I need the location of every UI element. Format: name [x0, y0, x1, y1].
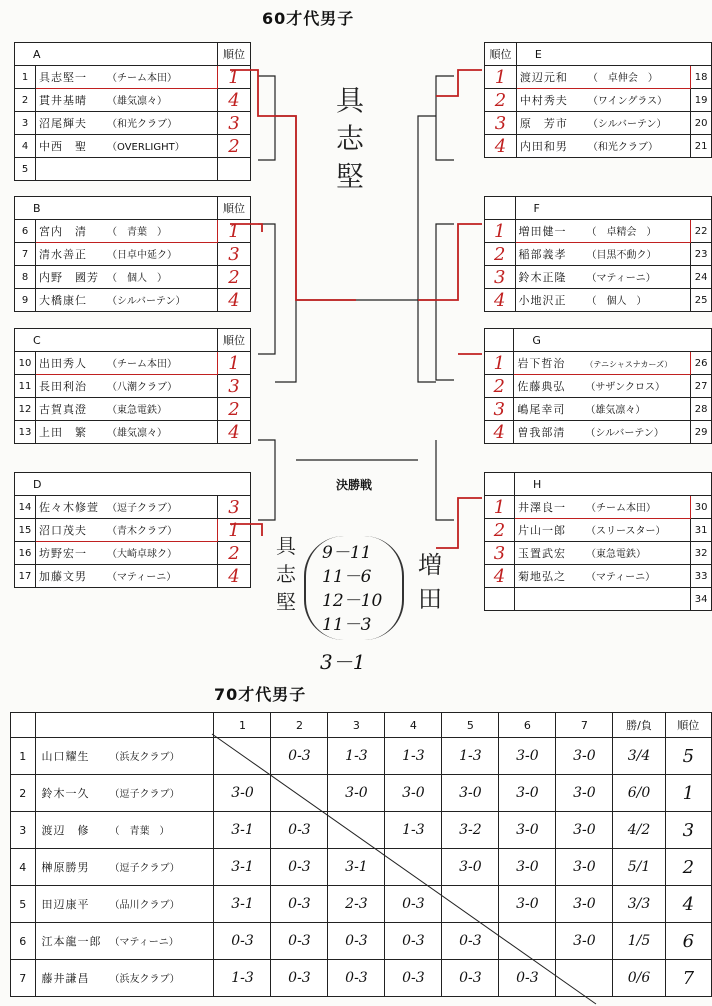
player-club: （浜友クラブ）	[109, 752, 180, 763]
handwritten-final-opponent: 増田	[418, 551, 442, 613]
player-club: （浜友クラブ）	[109, 974, 180, 985]
player-name: 片山一郎	[517, 524, 566, 537]
player-club: （ワイングラス）	[587, 96, 668, 107]
player-name: 玉置武宏	[517, 547, 566, 560]
player-club: （テニシャスナカーズ）	[585, 360, 673, 369]
score-cell: 3-0	[328, 775, 385, 812]
score-cell: 1-3	[214, 960, 271, 997]
player-name: 岩下哲治	[517, 357, 566, 370]
player-rank: 2	[218, 135, 251, 158]
player-name: 内田和男	[519, 140, 568, 153]
player-no: 17	[15, 565, 36, 588]
player-club: （チーム本田）	[107, 359, 177, 370]
player-name: 沼口茂夫	[39, 524, 87, 537]
score-cell: 1-3	[442, 738, 499, 775]
player-club: （OVERLIGHT）	[107, 142, 185, 153]
player-name: 坊野宏一	[39, 547, 87, 560]
player-no: 5	[15, 158, 36, 181]
player-no: 32	[691, 542, 712, 565]
column-header: 7	[556, 713, 613, 738]
rank-header: 順位	[218, 329, 251, 352]
group-label: G	[514, 329, 712, 352]
score-cell: 1-3	[385, 738, 442, 775]
player-name: 曽我部清	[517, 426, 566, 439]
score-cell: 3-0	[499, 738, 556, 775]
player-no: 2	[15, 89, 36, 112]
player-no: 9	[15, 289, 36, 312]
player-rank: 4	[218, 565, 251, 588]
player-rank: 4	[218, 289, 251, 312]
player-club: （ 個人 ）	[586, 296, 647, 307]
group-label: A	[15, 43, 218, 66]
column-header: 2	[271, 713, 328, 738]
win-loss: 3/3	[613, 886, 665, 923]
win-loss: 5/1	[613, 849, 665, 886]
player-no: 12	[15, 398, 36, 421]
win-loss: 4/2	[613, 812, 665, 849]
final-score: 11－3	[322, 615, 372, 635]
column-header: 順位	[665, 713, 711, 738]
player-name: 加藤文男	[39, 570, 87, 583]
player-name: 佐々木修萱	[39, 501, 99, 514]
player-rank: 3	[485, 266, 516, 289]
win-loss: 0/6	[613, 960, 665, 997]
group-label: C	[15, 329, 218, 352]
player-name: 菊地弘之	[517, 570, 566, 583]
player-club: （目黒不動ク）	[586, 250, 657, 261]
player-club: （大崎卓球ク）	[107, 549, 177, 560]
player-no: 21	[691, 135, 712, 158]
score-cell: 1-3	[328, 738, 385, 775]
player-club: （東急電鉄）	[107, 405, 167, 416]
win-loss: 3/4	[613, 738, 665, 775]
player-name: 増田健一	[518, 225, 567, 238]
player-rank: 2	[485, 243, 516, 266]
score-cell: 0-3	[385, 923, 442, 960]
score-cell: 0-3	[442, 923, 499, 960]
score-cell: 3-0	[442, 849, 499, 886]
player-no: 27	[691, 375, 712, 398]
final-score: 9－11	[322, 543, 372, 563]
score-cell: 2-3	[328, 886, 385, 923]
score-cell: 3-0	[499, 812, 556, 849]
player-rank: 3	[485, 112, 517, 135]
player-club: （シルバーテン）	[585, 428, 664, 439]
player-no: 26	[691, 352, 712, 375]
column-header: 勝/負	[613, 713, 665, 738]
column-header: 4	[385, 713, 442, 738]
player-rank: 1	[218, 352, 251, 375]
player-name: 嶋尾幸司	[517, 403, 566, 416]
player-rank: 4	[485, 565, 515, 588]
final-label: 決勝戦	[336, 478, 373, 492]
player-club: （マティーニ）	[109, 937, 179, 948]
player-no: 31	[691, 519, 712, 542]
player-club: （チーム本田）	[585, 503, 656, 514]
score-cell: 1-3	[385, 812, 442, 849]
row-no: 2	[11, 775, 36, 812]
player-rank: 1	[218, 519, 251, 542]
player-name: 内野 國芳	[39, 271, 99, 284]
player-no: 16	[15, 542, 36, 565]
player-rank: 1	[218, 66, 251, 89]
player-no: 22	[691, 220, 712, 243]
score-cell: 0-3	[328, 923, 385, 960]
group-label: F	[515, 197, 711, 220]
player-club: （日卓中延ク）	[107, 250, 177, 261]
player-name: 中西 聖	[39, 140, 87, 153]
handwritten-winner-vertical: 具志堅	[336, 84, 365, 193]
player-club: （ 卓精会 ）	[586, 227, 657, 238]
player-name: 原 芳市	[519, 117, 568, 130]
column-header: 6	[499, 713, 556, 738]
player-name: 山口耀生	[41, 750, 90, 763]
player-name: 稲部義孝	[518, 248, 567, 261]
player-rank: 4	[485, 421, 514, 444]
player-rank: 1	[485, 496, 515, 519]
player-no: 30	[691, 496, 712, 519]
column-header: 5	[442, 713, 499, 738]
player-club: （ 個人 ）	[107, 273, 167, 284]
player-name: 長田利治	[39, 380, 87, 393]
player-rank: 3	[485, 398, 514, 421]
player-name: 中村秀夫	[519, 94, 568, 107]
score-cell: 3-0	[499, 849, 556, 886]
score-cell: 3-0	[556, 923, 613, 960]
score-cell: 3-0	[442, 775, 499, 812]
score-cell: 0-3	[499, 960, 556, 997]
player-name: 渡辺元和	[519, 71, 568, 84]
player-club: （スリースター）	[585, 526, 666, 537]
player-name: 沼尾輝夫	[39, 117, 87, 130]
player-rank: 1	[485, 66, 517, 89]
player-rank: 3	[485, 542, 515, 565]
win-loss: 1/5	[613, 923, 665, 960]
player-club: （雄気凛々）	[107, 428, 167, 439]
player-club: （逗子クラブ）	[109, 789, 180, 800]
rank-cell: 7	[665, 960, 711, 997]
rank-cell: 3	[665, 812, 711, 849]
player-rank: 4	[485, 135, 517, 158]
player-club: （シルバーテン）	[107, 296, 186, 307]
group-label: B	[15, 197, 218, 220]
column-header: 1	[214, 713, 271, 738]
score-cell: 0-3	[271, 886, 328, 923]
player-rank: 4	[218, 421, 251, 444]
row-no: 5	[11, 886, 36, 923]
final-score: 11－6	[322, 567, 372, 587]
column-header: 3	[328, 713, 385, 738]
score-cell: 0-3	[271, 738, 328, 775]
player-name: 佐藤典弘	[517, 380, 566, 393]
score-cell: 0-3	[328, 960, 385, 997]
player-club: （ 青葉 ）	[109, 826, 170, 837]
player-name: 鈴木一久	[41, 787, 90, 800]
player-rank: 3	[218, 243, 251, 266]
score-cell: 3-0	[556, 886, 613, 923]
player-name: 田辺康平	[41, 898, 90, 911]
player-name: 具志堅一	[39, 71, 87, 84]
rank-cell: 6	[665, 923, 711, 960]
score-cell: 0-3	[385, 886, 442, 923]
rank-cell: 1	[665, 775, 711, 812]
player-name: 上田 繁	[39, 426, 87, 439]
row-no: 3	[11, 812, 36, 849]
player-name: 井澤良一	[517, 501, 566, 514]
score-cell: 3-1	[214, 812, 271, 849]
rank-cell: 5	[665, 738, 711, 775]
title-70s: 70才代男子	[214, 685, 307, 704]
player-rank: 2	[218, 398, 251, 421]
player-club: （雄気凛々）	[107, 96, 167, 107]
player-club: （逗子クラブ）	[107, 503, 178, 514]
score-cell: 3-1	[328, 849, 385, 886]
score-cell: 3-1	[214, 886, 271, 923]
player-club: （サザンクロス）	[585, 382, 665, 393]
score-cell: 0-3	[271, 960, 328, 997]
player-no: 19	[691, 89, 712, 112]
player-rank: 2	[218, 266, 251, 289]
player-rank: 2	[485, 89, 517, 112]
score-cell: 0-3	[271, 812, 328, 849]
player-no: 10	[15, 352, 36, 375]
rank-cell: 4	[665, 886, 711, 923]
player-name: 江本龍一郎	[41, 935, 102, 948]
player-club: （シルバーテン）	[587, 119, 667, 130]
score-cell: 0-3	[271, 849, 328, 886]
score-cell: 3-0	[499, 886, 556, 923]
player-club: （マティーニ）	[585, 572, 656, 583]
player-name: 渡辺 修	[41, 824, 90, 837]
player-no: 18	[691, 66, 712, 89]
player-no: 23	[691, 243, 712, 266]
player-name: 宮内 清	[39, 225, 87, 238]
player-no: 15	[15, 519, 36, 542]
group-label: D	[15, 473, 251, 496]
player-rank: 2	[485, 375, 514, 398]
player-rank: 3	[218, 375, 251, 398]
player-name: 榊原勝男	[41, 861, 90, 874]
player-no: 7	[15, 243, 36, 266]
score-cell: 0-3	[271, 923, 328, 960]
score-cell: 3-0	[556, 738, 613, 775]
player-name: 清水善正	[39, 248, 87, 261]
player-club: （和光クラブ）	[587, 142, 659, 153]
player-name: 出田秀人	[39, 357, 87, 370]
player-no: 8	[15, 266, 36, 289]
title-60s: 60才代男子	[262, 9, 355, 28]
score-cell: 0-3	[442, 960, 499, 997]
player-club: （八潮クラブ）	[107, 382, 178, 393]
player-rank: 4	[218, 89, 251, 112]
player-club: （マティーニ）	[586, 273, 656, 284]
player-no: 14	[15, 496, 36, 519]
row-no: 1	[11, 738, 36, 775]
player-rank: 4	[485, 289, 516, 312]
player-no: 28	[691, 398, 712, 421]
player-name: 貫井基晴	[39, 94, 87, 107]
handwritten-final-left: 具志堅	[276, 534, 296, 614]
score-cell: 3-0	[214, 775, 271, 812]
player-rank: 1	[485, 352, 514, 375]
player-no: 29	[691, 421, 712, 444]
player-no: 24	[691, 266, 712, 289]
player-club: （逗子クラブ）	[109, 863, 180, 874]
player-no: 3	[15, 112, 36, 135]
player-name: 大橋康仁	[39, 294, 87, 307]
player-club: （ 青葉 ）	[107, 227, 167, 238]
score-cell: 3-0	[385, 775, 442, 812]
player-no: 13	[15, 421, 36, 444]
player-no: 20	[691, 112, 712, 135]
player-club: （品川クラブ）	[109, 900, 180, 911]
player-club: （東急電鉄）	[585, 549, 646, 560]
player-club: （和光クラブ）	[107, 119, 178, 130]
rank-header: 順位	[218, 197, 251, 220]
row-no: 6	[11, 923, 36, 960]
player-club: （雄気凛々）	[585, 405, 646, 416]
rank-header: 順位	[218, 43, 251, 66]
player-no: 11	[15, 375, 36, 398]
group-label: E	[516, 43, 711, 66]
player-no: 1	[15, 66, 36, 89]
score-cell: 0-3	[214, 923, 271, 960]
score-cell: 3-0	[556, 849, 613, 886]
player-name: 藤井謙昌	[41, 972, 90, 985]
player-rank: 2	[485, 519, 515, 542]
row-no: 7	[11, 960, 36, 997]
player-name: 鈴木正隆	[518, 271, 567, 284]
row-no: 4	[11, 849, 36, 886]
player-no: 6	[15, 220, 36, 243]
score-cell: 3-0	[556, 775, 613, 812]
player-name: 小地沢正	[518, 294, 567, 307]
score-cell: 3-0	[556, 812, 613, 849]
player-rank: 3	[218, 112, 251, 135]
final-score: 12－10	[322, 591, 383, 611]
final-total: 3－1	[320, 650, 366, 674]
player-rank: 1	[485, 220, 516, 243]
player-club: （チーム本田）	[107, 73, 177, 84]
player-no: 25	[691, 289, 712, 312]
rank-header: 順位	[485, 43, 517, 66]
score-cell: 0-3	[385, 960, 442, 997]
rank-cell: 2	[665, 849, 711, 886]
win-loss: 6/0	[613, 775, 665, 812]
player-name: 古賀真澄	[39, 403, 87, 416]
player-rank: 2	[218, 542, 251, 565]
player-no: 34	[691, 588, 712, 611]
score-cell: 3-2	[442, 812, 499, 849]
player-club: （青木クラブ）	[107, 526, 178, 537]
player-club: （ 卓伸会 ）	[587, 73, 658, 84]
player-rank: 3	[218, 496, 251, 519]
player-rank: 1	[218, 220, 251, 243]
score-cell: 3-0	[499, 775, 556, 812]
player-no: 4	[15, 135, 36, 158]
group-label: H	[514, 473, 711, 496]
score-cell: 3-1	[214, 849, 271, 886]
player-no: 33	[691, 565, 712, 588]
player-club: （マティーニ）	[107, 572, 177, 583]
